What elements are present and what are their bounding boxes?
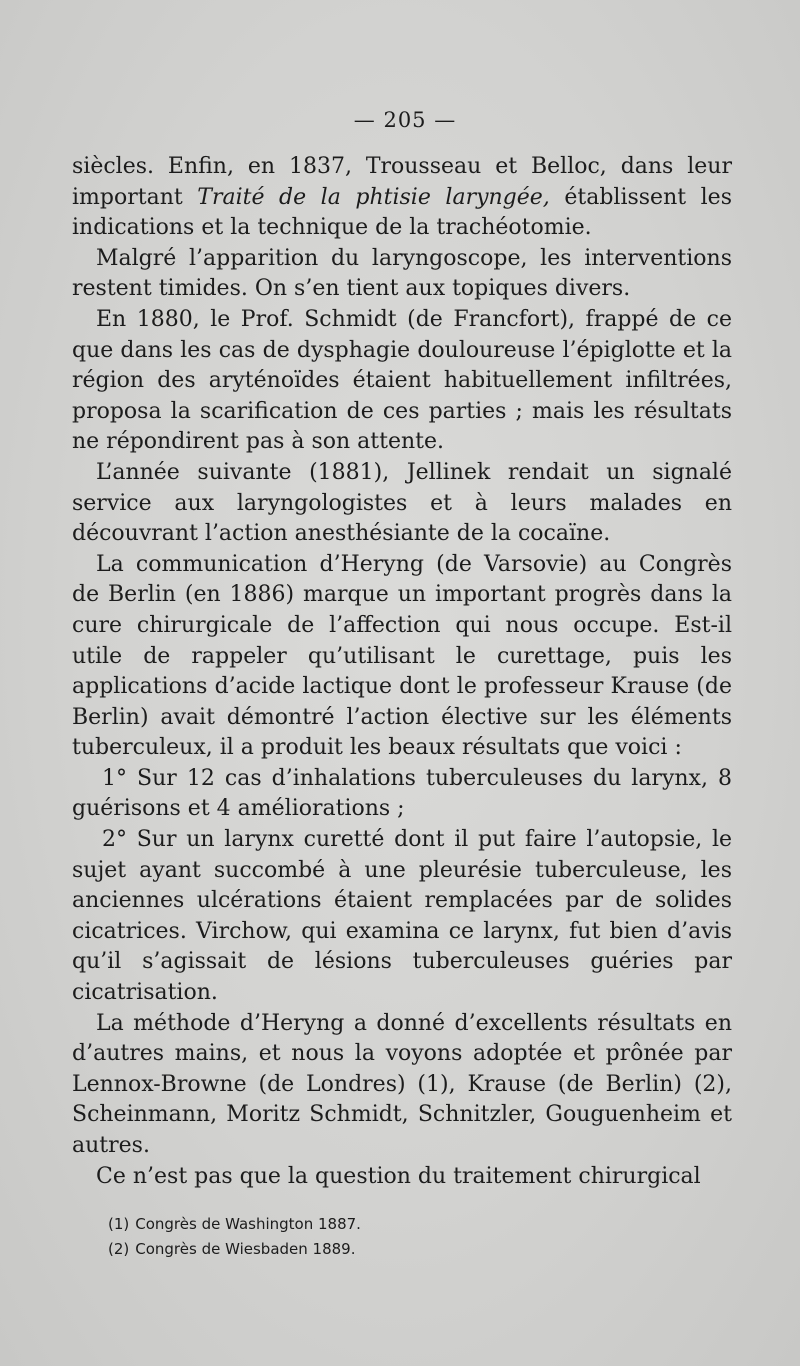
paragraph-6: La méthode d’Heryng a donné d’excellents résultats en d’autres mains, et nous la voyons adoptée et prônée par Lennox-Browne (de Londres) (1), Krause (de Berlin) (2), Scheinmann, Moritz Schmidt, Schnitzler, Gouguenheim et autres. bbox=[72, 1010, 732, 1158]
paragraph-5: La communication d’Heryng (de Varsovie) au Congrès de Berlin (en 1886) marque un important progrès dans la cure chirurgicale de l’affection qui nous occupe. Est-il utile de rappeler qu’utilisant le curettage, puis les applications d’acide lactique dont le professeur Krause (de Berlin) avait démontré l’action élective sur les éléments tuberculeux, il a produit les beaux résultats que voici : bbox=[72, 551, 732, 761]
paragraph-3: En 1880, le Prof. Schmidt (de Francfort), frappé de ce que dans les cas de dysphagie douloureuse l’épiglotte et la région des aryténoïdes étaient habituellement infiltrées, proposa la scarification de ces parties ; mais les résultats ne répondirent pas à son attente. bbox=[72, 306, 732, 455]
paragraph-2: Malgré l’apparition du laryngoscope, les interventions restent timides. On s’en tient aux topiques divers. bbox=[72, 245, 732, 302]
footnote-1-text: Congrès de Washington 1887. bbox=[135, 1215, 361, 1233]
paragraph-1 bbox=[72, 152, 732, 244]
page-number: — 205 — bbox=[353, 108, 457, 132]
footnotes bbox=[108, 1212, 708, 1262]
paragraph-1-text-b: établissent les indications et la technique de la trachéotomie. bbox=[72, 184, 732, 241]
paragraph-4: L’année suivante (1881), Jellinek rendait un signalé service aux laryngologistes et à leurs malades en découvrant l’action anesthésiante de la cocaïne. bbox=[72, 459, 732, 547]
footnote-2-text: Congrès de Wiesbaden 1889. bbox=[135, 1240, 356, 1258]
book-title-italic: Traité de la phtisie laryngée, bbox=[197, 184, 550, 210]
list-item-1: 1° Sur 12 cas d’inhalations tuberculeuses du larynx, 8 guérisons et 4 améliorations ; bbox=[72, 765, 732, 822]
list-item-2: 2° Sur un larynx curetté dont il put faire l’autopsie, le sujet ayant succombé à une pleurésie tuberculeuse, les anciennes ulcérations étaient remplacées par de solides cicatrices. Virchow, qui examina ce larynx, fut bien d’avis qu’il s’agissait de lésions tuberculeuses guéries par cicatrisation. bbox=[72, 827, 732, 1006]
footnote-1-marker: (1) bbox=[108, 1215, 130, 1233]
footnote-1 bbox=[108, 1212, 708, 1237]
footnote-2 bbox=[108, 1237, 708, 1262]
paragraph-1-text-a: siècles. Enfin, en 1837, Trousseau et Belloc, dans leur important bbox=[72, 154, 732, 210]
body-text bbox=[72, 152, 732, 1192]
footnote-2-marker: (2) bbox=[108, 1240, 130, 1258]
paragraph-7: Ce n’est pas que la question du traitement chirurgical bbox=[96, 1163, 701, 1189]
